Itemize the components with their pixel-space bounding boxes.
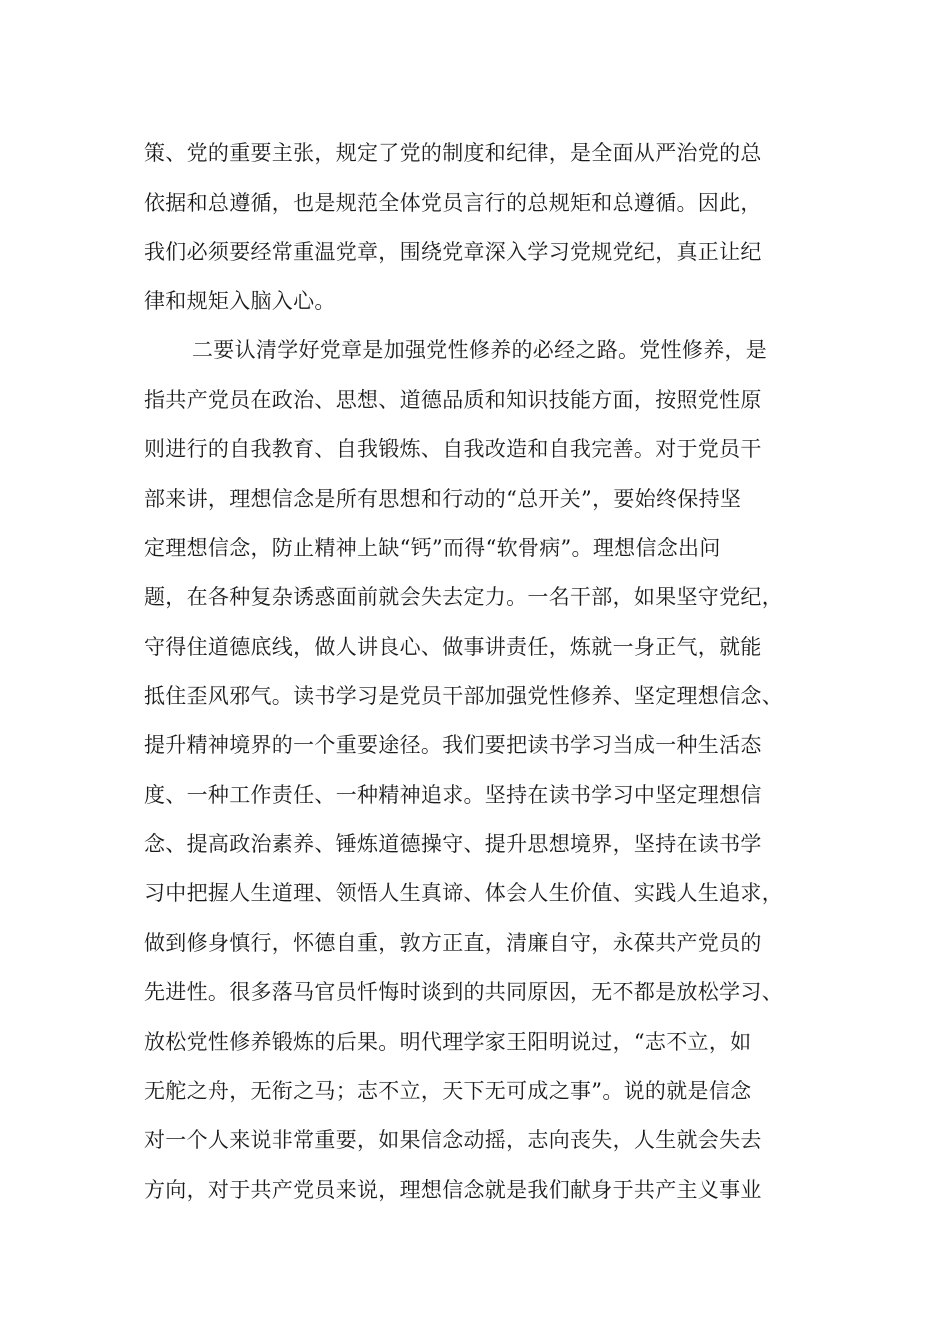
text-line: 念、提高政治素养、锤炼道德操守、提升思想境界，坚持在读书学 xyxy=(144,832,762,856)
text-line: 做到修身慎行，怀德自重，敦方正直，清廉自守，永葆共产党员的 xyxy=(144,931,762,955)
text-line: 策、党的重要主张，规定了党的制度和纪律，是全面从严治党的总 xyxy=(144,141,762,165)
text-line: 题，在各种复杂诱惑面前就会失去定力。一名干部，如果坚守党纪， xyxy=(144,585,783,609)
text-line: 律和规矩入脑入心。 xyxy=(144,289,336,313)
text-line: 习中把握人生道理、领悟人生真谛、体会人生价值、实践人生追求， xyxy=(144,881,783,905)
text-line: 指共产党员在政治、思想、道德品质和知识技能方面，按照党性原 xyxy=(144,388,762,412)
text-line: 先进性。很多落马官员忏悔时谈到的共同原因，无不都是放松学习、 xyxy=(144,980,783,1004)
text-line: 我们必须要经常重温党章，围绕党章深入学习党规党纪，真正让纪 xyxy=(144,240,762,264)
text-line: 则进行的自我教育、自我锻炼、自我改造和自我完善。对于党员干 xyxy=(144,437,762,461)
text-line: 无舵之舟，无衔之马；志不立，天下无可成之事”。说的就是信念 xyxy=(144,1079,752,1103)
text-line: 定理想信念，防止精神上缺“钙”而得“软骨病”。理想信念出问 xyxy=(144,536,721,560)
text-line: 放松党性修养锻炼的后果。明代理学家王阳明说过，“志不立，如 xyxy=(144,1030,752,1054)
text-line: 依据和总遵循，也是规范全体党员言行的总规矩和总遵循。因此， xyxy=(144,191,762,215)
text-line: 提升精神境界的一个重要途径。我们要把读书学习当成一种生活态 xyxy=(144,733,762,757)
paragraph-first-line: 二要认清学好党章是加强党性修养的必经之路。党性修养，是 xyxy=(192,338,768,362)
text-line: 部来讲，理想信念是所有思想和行动的“总开关”，要始终保持坚 xyxy=(144,487,742,511)
text-line: 方向，对于共产党员来说，理想信念就是我们献身于共产主义事业 xyxy=(144,1178,762,1202)
text-line: 守得住道德底线，做人讲良心、做事讲责任，炼就一身正气，就能 xyxy=(144,635,762,659)
text-line: 度、一种工作责任、一种精神追求。坚持在读书学习中坚定理想信 xyxy=(144,783,762,807)
text-line: 对一个人来说非常重要，如果信念动摇，志向丧失，人生就会失去 xyxy=(144,1128,762,1152)
text-line: 抵住歪风邪气。读书学习是党员干部加强党性修养、坚定理想信念、 xyxy=(144,684,783,708)
